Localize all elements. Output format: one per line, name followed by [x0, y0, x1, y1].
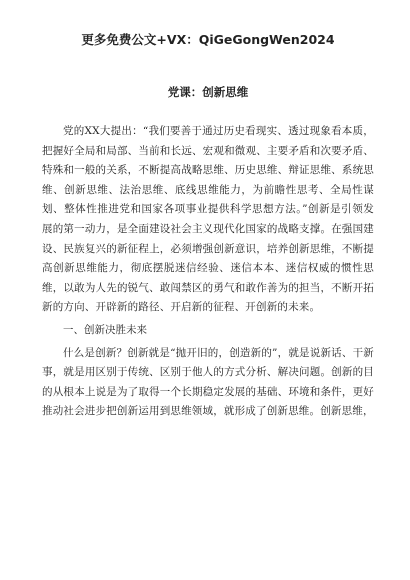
paragraph-innovation: 什么是创新？创新就是“抛开旧的，创造新的”，就是说新话、干新事，就是用区别于传统、区别于他人的方式分析、解决问题。创新的目的从根本上说是为了取得一个长期稳定发展的基础、环境和条件，更好推动社会进步把创新运用到思维领域，就形成了创新思维。创新思维，	[42, 346, 374, 418]
paragraph-intro: 党的XX大提出：“我们要善于通过历史看现实、透过现象看本质，把握好全局和局部、当前和长远、宏观和微观、主要矛盾和次要矛盾、特殊和一般的关系，不断提高战略思维、历史思维、辩证思维、系统思维、创新思维、法治思维、底线思维能力，为前瞻性思考、全局性谋划、整体性推进党和国家各项事业提供科学思想方法。”创新是引领发展的第一动力，是全面建设社会主义现代化国家的战略支撑。在强国建设、民族复兴的新征程上，必须增强创新意识，培养创新思维，不断提高创新思维能力，彻底摆脱迷信经验、迷信本本、迷信权威的惯性思维，以敢为人先的锐气、敢闯禁区的勇气和敢作善为的担当，不断开拓新的方向、开辟新的路径、开启新的征程、开创新的未来。	[42, 125, 374, 314]
page-title: 党课：创新思维	[167, 85, 249, 99]
section-heading: 一、创新决胜未来	[63, 323, 147, 336]
document-body	[42, 122, 374, 422]
watermark-header: 更多免费公文+VX：QiGeGongWen2024	[81, 32, 335, 47]
